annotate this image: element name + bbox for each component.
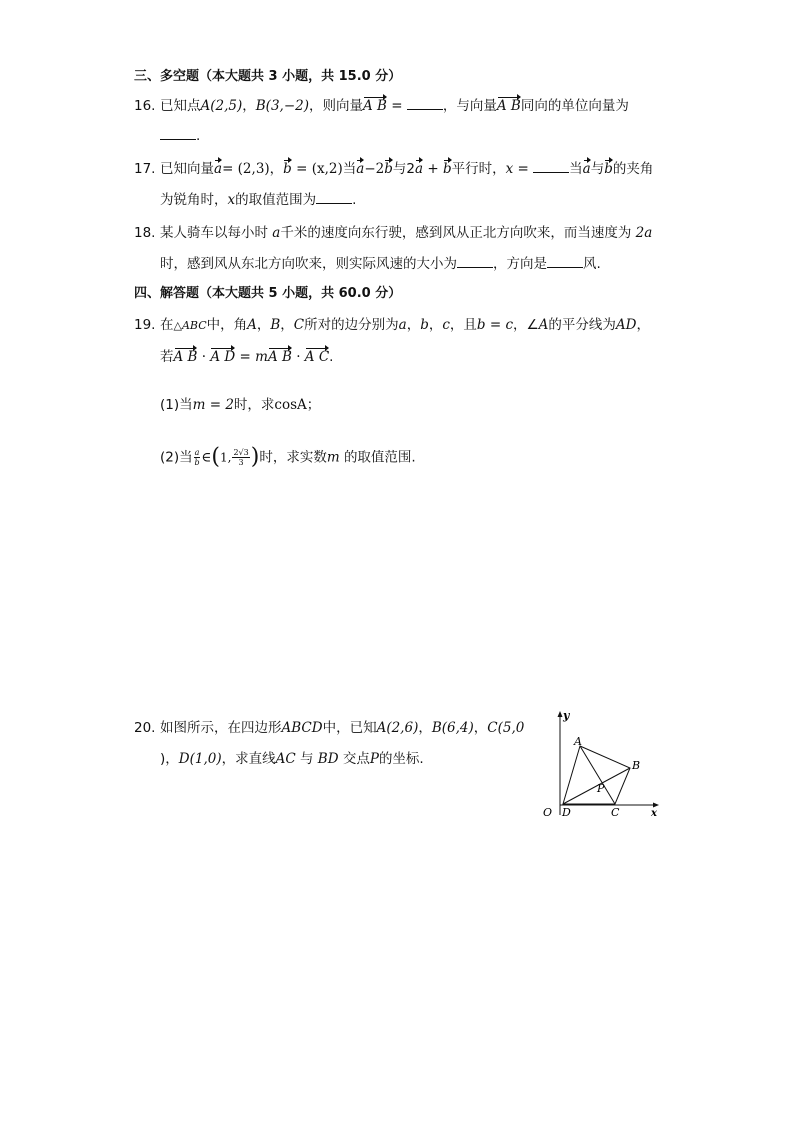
question-19-part-1: (1)当m = 2时，求cosA； bbox=[160, 397, 321, 413]
label-O: O bbox=[543, 806, 553, 817]
label-B: B bbox=[632, 759, 641, 772]
question-20-line-1: 20. 如图所示，在四边形ABCD中，已知A(2,6)，B(6,4)，C(5,0 bbox=[134, 720, 525, 736]
label-C: C bbox=[611, 806, 620, 817]
question-18-line-1: 18. 某人骑车以每小时 a千米的速度向东行驶，感到风从正北方向吹来，而当速度为 2a bbox=[134, 225, 653, 241]
section-4-heading: 四、解答题（本大题共 5 小题，共 60.0 分） bbox=[134, 286, 402, 301]
vector-AB: A B bbox=[363, 98, 387, 114]
question-19-line-2: 若A B · A D = mA B · A C. bbox=[160, 349, 334, 365]
vector-AB: A B bbox=[496, 98, 521, 114]
question-17-line-1: 17. 已知向量a= (2,3)，b = (x,2)当a−2b与2a + b平行时，x = 当a与b的夹角 bbox=[134, 161, 654, 177]
question-19-part-2: (2)当 $\frac{a}{b}$ ∈(1, $\frac{2√3}{3}$ )时，求实数m 的取值范围. bbox=[160, 444, 416, 470]
question-20-line-2: )，D(1,0)，求直线AC 与 BD 交点P的坐标. bbox=[160, 751, 424, 767]
question-19-line-1: 19. 在△ABC中，角A，B，C所对的边分别为a，b，c，且b = c，∠A的平分线为AD， bbox=[134, 317, 650, 333]
answer-blank bbox=[547, 255, 583, 268]
question-16-line-1: 16. 已知点A(2,5)，B(3,−2)，则向量A B = ，与向量A B同向的单位向量为 bbox=[134, 98, 629, 114]
label-y: y bbox=[563, 709, 570, 722]
answer-blank bbox=[457, 255, 493, 268]
question-16-line-2: . bbox=[160, 127, 200, 145]
answer-blank bbox=[533, 160, 569, 173]
diagonal-AC bbox=[580, 746, 615, 804]
question-18-line-2: 时，感到风从东北方向吹来，则实际风速的大小为 ，方向是 风. bbox=[160, 256, 601, 272]
quadrilateral-ABCD bbox=[563, 746, 630, 804]
answer-blank bbox=[316, 191, 352, 204]
label-D: D bbox=[562, 806, 571, 817]
answer-blank bbox=[407, 97, 443, 110]
fraction-a-over-b: $\frac{a}{b}$ bbox=[194, 448, 200, 467]
x-axis-arrow bbox=[653, 803, 659, 808]
y-axis-arrow bbox=[558, 711, 563, 717]
quadrilateral-figure bbox=[535, 705, 665, 817]
section-3-heading: 三、多空题（本大题共 3 小题，共 15.0 分） bbox=[134, 69, 402, 84]
label-x: x bbox=[651, 808, 657, 817]
fraction-2-root3-over-3: $\frac{2√3}{3}$ bbox=[233, 448, 249, 467]
label-P: P bbox=[597, 782, 605, 795]
answer-blank bbox=[160, 127, 196, 140]
question-17-line-2: 为锐角时，x的取值范围为 . bbox=[160, 192, 357, 208]
label-A: A bbox=[574, 735, 582, 748]
